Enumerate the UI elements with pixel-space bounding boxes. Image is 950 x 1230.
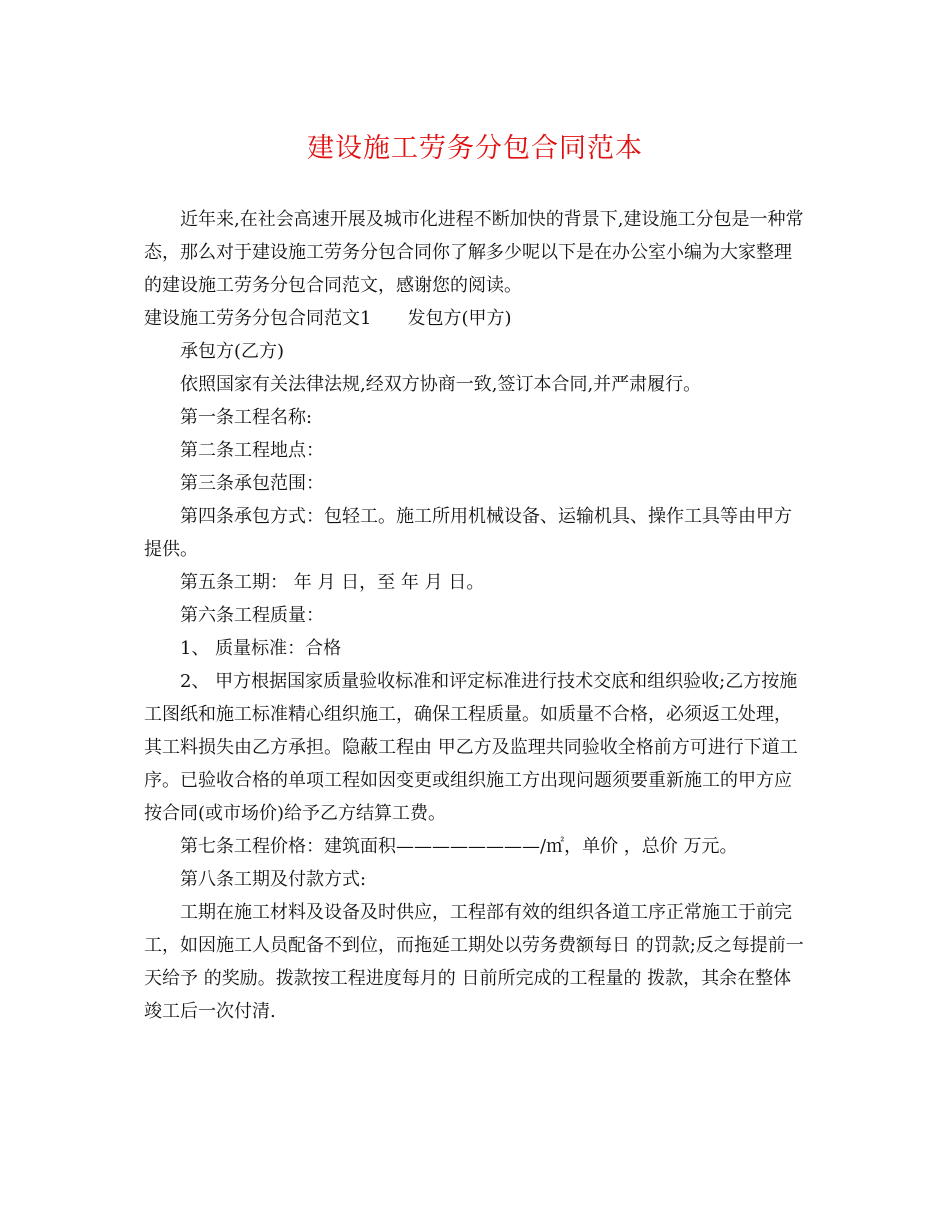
document-title: 建设施工劳务分包合同范本 <box>307 133 643 164</box>
article-6: 第六条工程质量： <box>180 605 324 626</box>
article-6-item-2: 2、 甲方根据国家质量验收标准和评定标准进行技术交底和组织验收;乙方按施工图纸和施工标准精心组织施工，确保工程质量。如质量不合格，必须返工处理，其工料损失由乙方承担。隐蔽工程由 甲乙方及监理共同验收全格前方可进行下道工序。已验收合格的单项工程如因变更或组织施工方出现问题须要重新施工的甲方应按合同(或市场价)给予乙方结算工费。 <box>144 671 798 824</box>
contract-heading-line: 建设施工劳务分包合同范文1 发包方(甲方) <box>144 308 512 329</box>
article-5: 第五条工期： 年 月 日，至 年 月 日。 <box>180 572 485 593</box>
article-7: 第七条工程价格：建筑面积————————/㎡，单价 ，总价 万元。 <box>180 836 738 857</box>
contractor-line: 承包方(乙方) <box>180 341 285 362</box>
article-2: 第二条工程地点： <box>180 440 324 461</box>
intro-paragraph: 近年来,在社会高速开展及城市化进程不断加快的背景下,建设施工分包是一种常态，那么对于建设施工劳务分包合同你了解多少呢以下是在办公室小编为大家整理的建设施工劳务分包合同范文，感谢您的阅读。 <box>144 209 804 296</box>
article-8-paragraph: 工期在施工材料及设备及时供应，工程部有效的组织各道工序正常施工于前完工，如因施工人员配备不到位，而拖延工期处以劳务费额每日 的罚款;反之每提前一天给予 的奖励。拨款按工程进度每月的 日前所完成的工程量的 拨款，其余在整体竣工后一次付清. <box>144 902 804 1022</box>
document-body <box>144 203 804 1028</box>
article-8: 第八条工期及付款方式: <box>180 869 367 890</box>
agreement-paragraph: 依照国家有关法律法规,经双方协商一致,签订本合同,并严肃履行。 <box>180 374 702 395</box>
article-4: 第四条承包方式：包轻工。施工所用机械设备、运输机具、操作工具等由甲方提供。 <box>144 506 792 560</box>
article-1: 第一条工程名称: <box>180 407 313 428</box>
article-6-item-1: 1、 质量标准：合格 <box>180 638 342 659</box>
article-3: 第三条承包范围： <box>180 473 324 494</box>
